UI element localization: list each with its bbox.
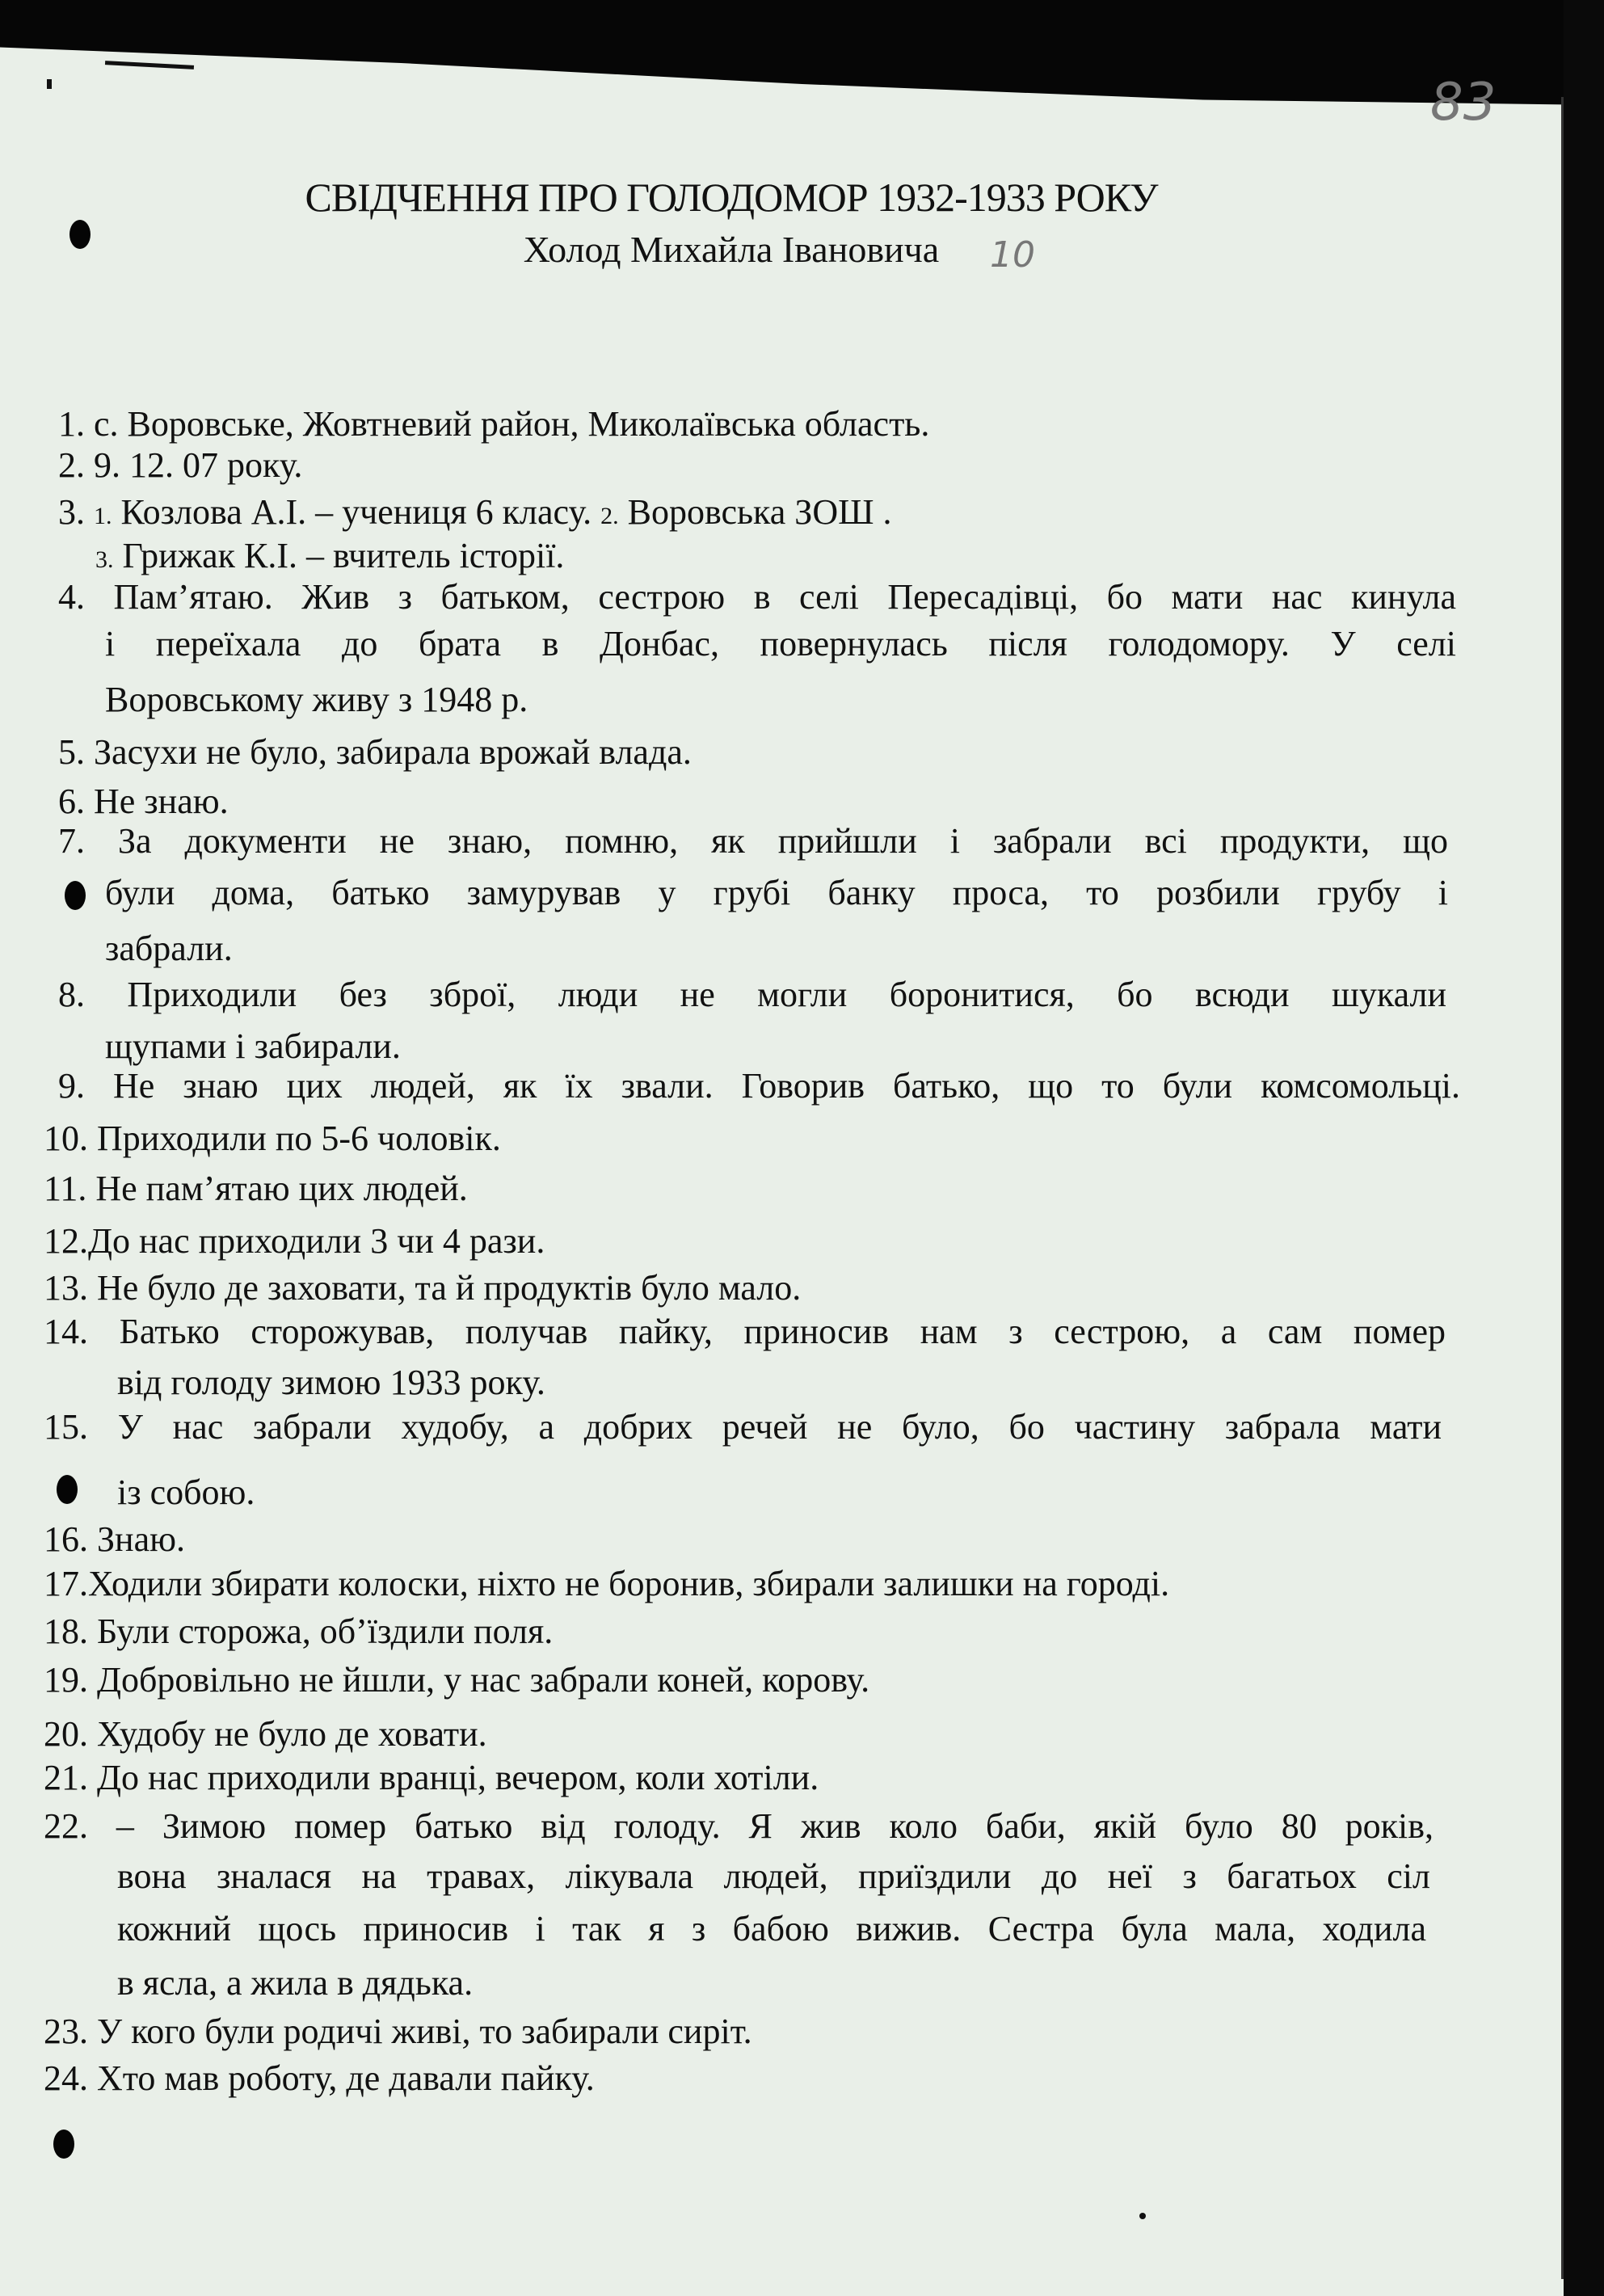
page-edge-line [1561,97,1564,2279]
list-item: 9. Не знаю цих людей, як їх звали. Говорив батько, що то були комсомольці. [58,1066,1460,1106]
punch-hole [53,2130,74,2159]
handwritten-page-number: 83 [1430,73,1497,133]
list-item-continuation: забрали. [105,929,233,968]
list-item: 14. Батько сторожував, получав пайку, приносив нам з сестрою, а сам помер [44,1312,1446,1351]
list-item: 6. Не знаю. [58,781,229,821]
speck [1139,2213,1146,2219]
list-item: 1. с. Воровське, Жовтневий район, Миколаївська область. [58,404,930,444]
list-item: 2. 9. 12. 07 року. [58,445,303,485]
list-item: 16. Знаю. [44,1519,185,1559]
list-item-continuation: щупами і забирали. [105,1026,401,1066]
list-item: 22. – Зимою помер батько від голоду. Я жив коло баби, якій було 80 років, [44,1806,1433,1846]
pen-mark [105,61,194,70]
list-item-continuation: були дома, батько замурував у грубі банку проса, то розбили грубу і [105,873,1448,912]
pen-mark [47,79,52,89]
document-subtitle: Холод Михайла Івановича [523,229,940,270]
list-item: 23. У кого були родичі живі, то забирали сиріт. [44,2012,752,2051]
list-item: 13. Не було де заховати, та й продуктів було мало. [44,1268,802,1308]
list-item: 11. Не пам’ятаю цих людей. [44,1169,468,1208]
list-item: 10. Приходили по 5-6 чоловік. [44,1119,501,1158]
list-item: 24. Хто мав роботу, де давали пайку. [44,2058,595,2098]
punch-hole [65,881,86,910]
list-item-continuation: кожний щось приносив і так я з бабою вижив. Сестра була мала, ходила [117,1909,1426,1948]
list-item: 17.Ходили збирати колоски, ніхто не боронив, збирали залишки на городі. [44,1564,1170,1603]
scan-top-border [0,0,1604,105]
list-item-continuation: від голоду зимою 1933 року. [117,1363,545,1402]
list-item: 12.До нас приходили 3 чи 4 рази. [44,1221,545,1261]
list-item: 4. Пам’ятаю. Жив з батьком, сестрою в селі Пересадівці, бо мати нас кинула [58,577,1456,617]
list-item: 8. Приходили без зброї, люди не могли боронитися, бо всюди шукали [58,975,1446,1014]
handwritten-note: 10 [990,234,1035,276]
list-item: 19. Добровільно не йшли, у нас забрали коней, корову. [44,1660,870,1700]
list-item: 18. Були сторожа, об’їздили поля. [44,1611,554,1651]
document-title: СВІДЧЕННЯ ПРО ГОЛОДОМОР 1932-1933 РОКУ [305,175,1158,220]
list-item: 20. Худобу не було де ховати. [44,1714,487,1754]
list-item-continuation: вона зналася на травах, лікувала людей, приїздили до неї з багатьох сіл [117,1856,1430,1896]
list-item: 21. До нас приходили вранці, вечером, коли хотіли. [44,1758,819,1797]
list-item: 5. Засухи не було, забирала врожай влада. [58,732,692,772]
list-item-continuation: і переїхала до брата в Донбас, повернулась після голодомору. У селі [105,624,1456,664]
list-item-continuation: в ясла, а жила в дядька. [117,1963,474,2003]
list-item: 7. За документи не знаю, помню, як прийшли і забрали всі продукти, що [58,821,1448,861]
list-item-continuation: Воровському живу з 1948 р. [105,680,528,719]
list-item: 15. У нас забрали худобу, а добрих речей не було, бо частину забрала мати [44,1407,1442,1447]
list-item-continuation: 3. Грижак К.І. – вчитель історії. [95,536,565,575]
scan-right-border [1564,0,1604,2296]
punch-hole [57,1475,78,1504]
list-item: 3. 1. Козлова А.І. – учениця 6 класу. 2. Воровська ЗОШ . [58,492,892,532]
list-item-continuation: із собою. [117,1472,255,1512]
